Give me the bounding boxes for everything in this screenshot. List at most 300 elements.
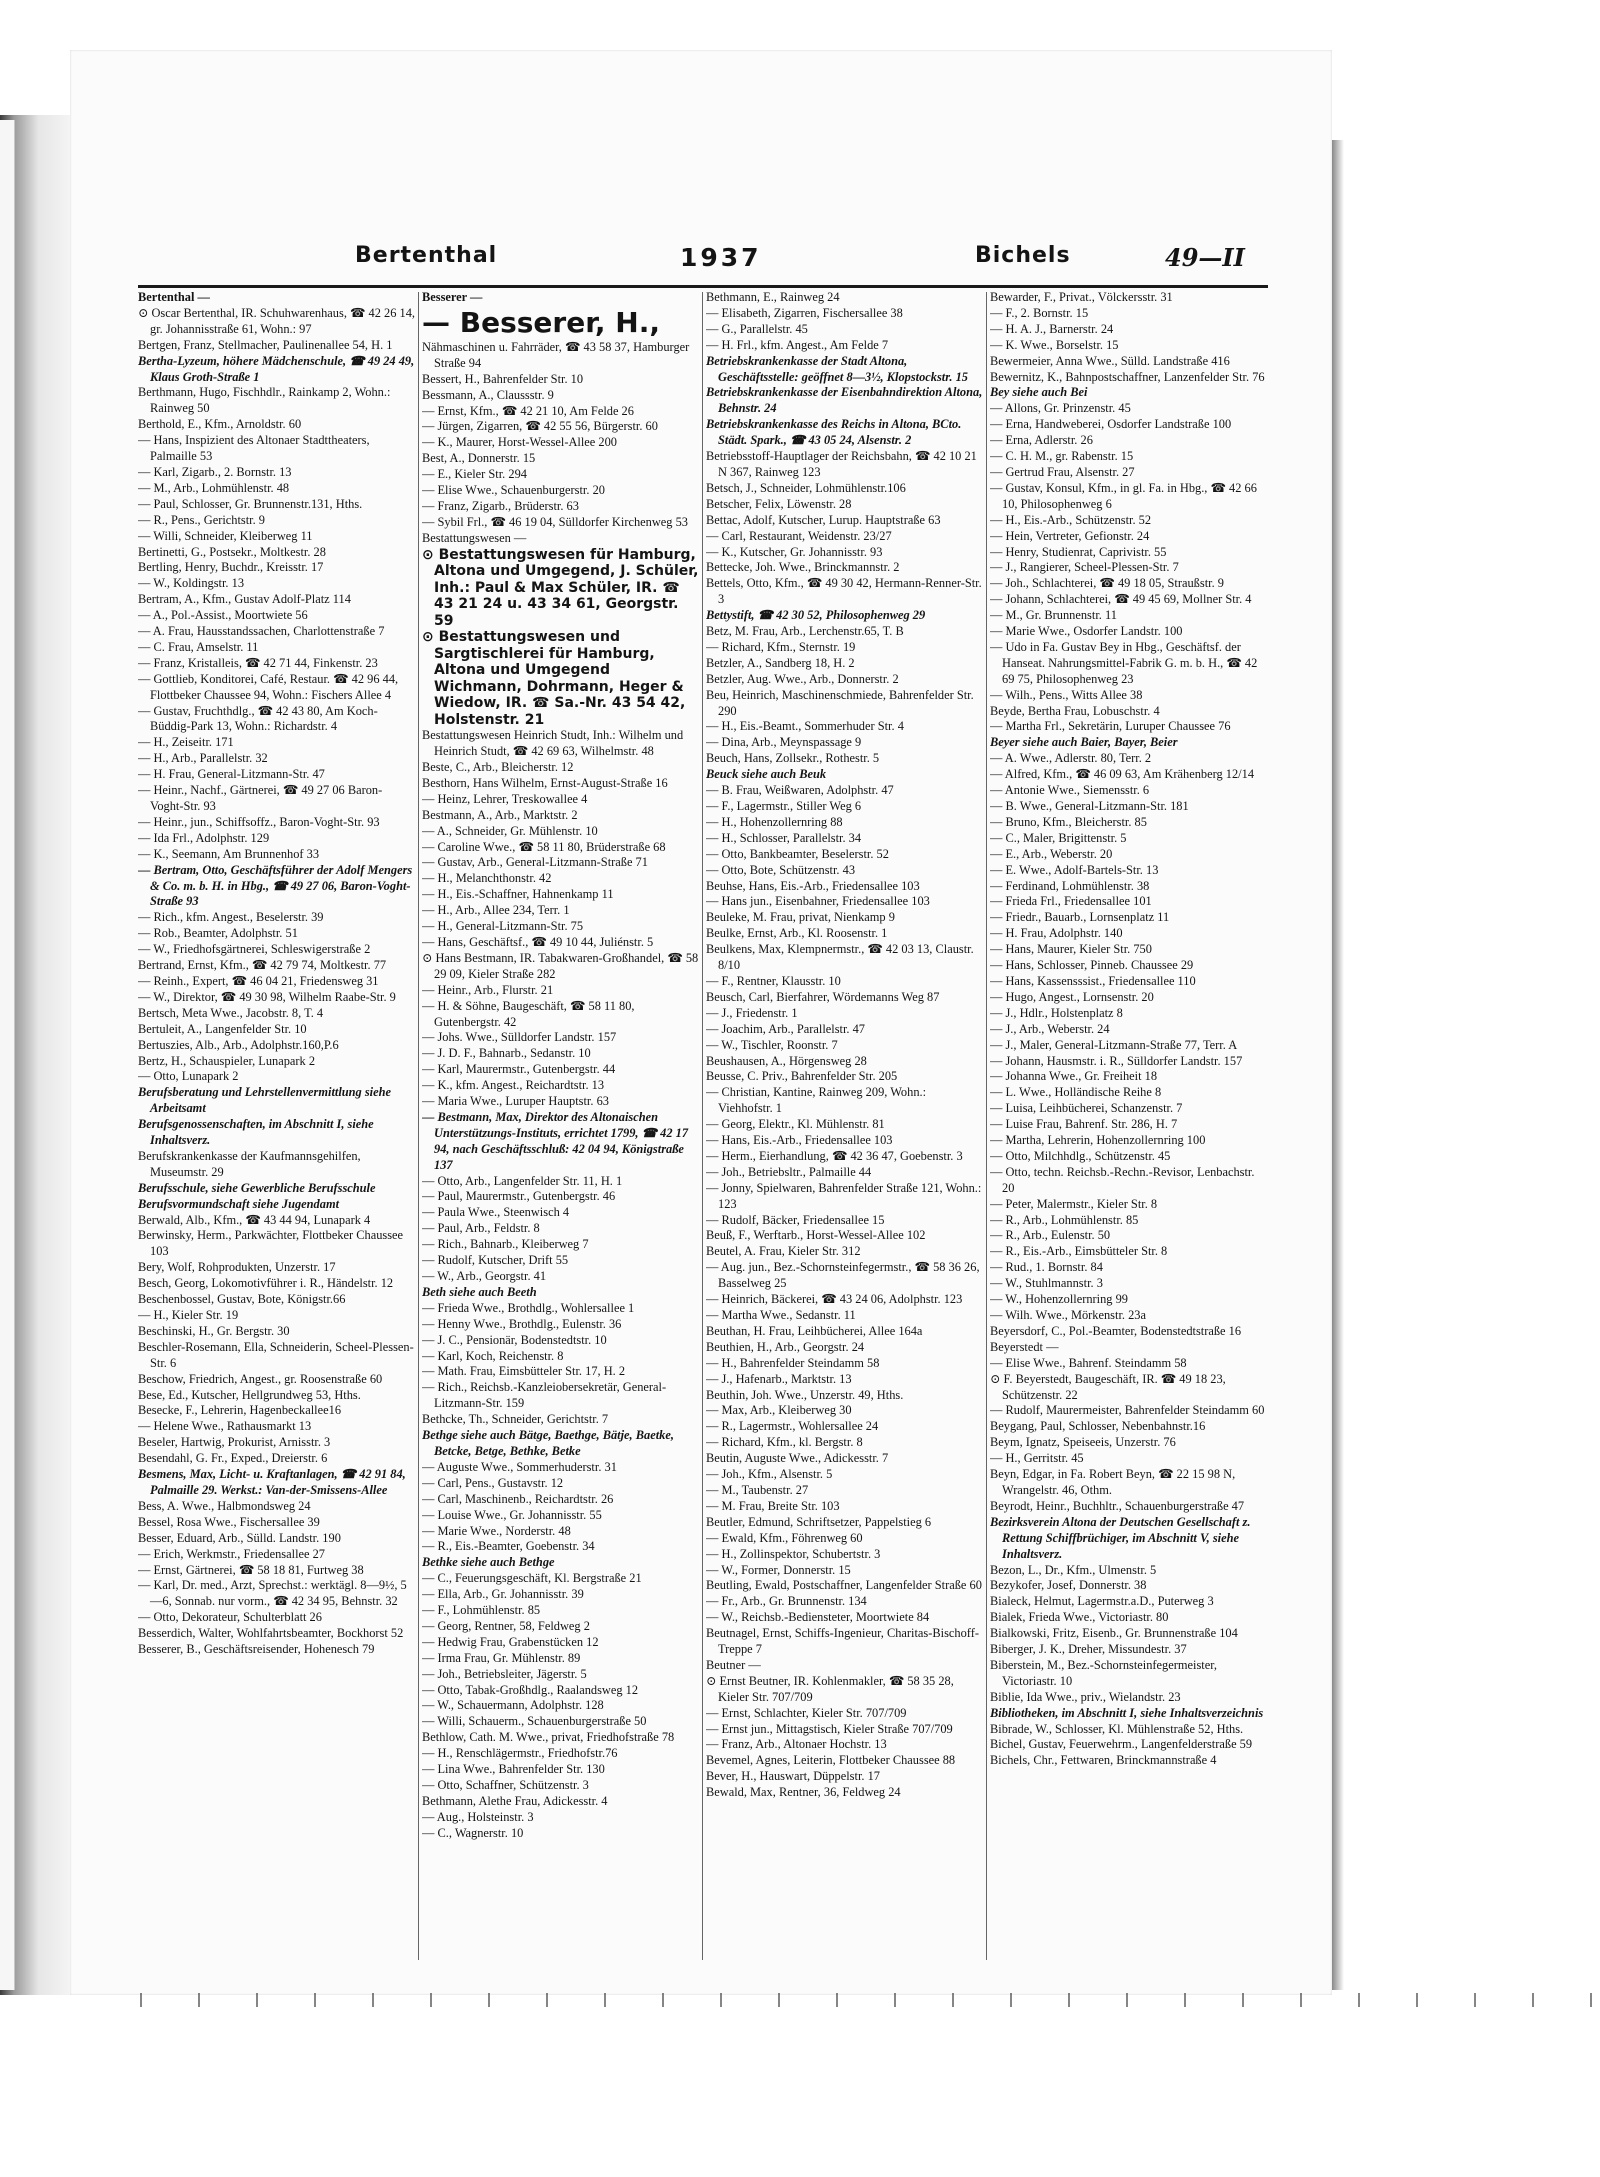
- directory-entry: Beuthien, H., Arb., Georgstr. 24: [706, 1339, 865, 1354]
- directory-entry: Bertenthal —: [138, 290, 210, 304]
- directory-entry: — Herm., Eierhandlung, ☎ 42 36 47, Goebenstr. 3: [706, 1148, 963, 1163]
- directory-entry: — K. Wwe., Borselstr. 15: [990, 337, 1119, 352]
- directory-entry: Bezykofer, Josef, Donnerstr. 38: [990, 1578, 1147, 1593]
- directory-entry: — Gustav, Arb., General-Litzmann-Straße 71: [422, 855, 648, 870]
- directory-entry: — M., Arb., Lohmühlenstr. 48: [138, 480, 290, 495]
- directory-entry: — Otto, Bankbeamter, Beselerstr. 52: [706, 846, 889, 861]
- directory-entry: Berthmann, Hugo, Fischhdlr., Rainkamp 2, Wohn.: Rainweg 50: [138, 385, 391, 416]
- directory-entry: Beyn, Edgar, in Fa. Robert Beyn, ☎ 22 15 98 N, Wrangelstr. 46, Othm.: [990, 1467, 1236, 1497]
- directory-entry: — A. Frau, Hausstandssachen, Charlottenstraße 7: [138, 624, 385, 639]
- directory-entry: — H., Eis.-Beamt., Sommerhuder Str. 4: [706, 719, 904, 734]
- directory-entry: Beuck siehe auch Beuk: [706, 767, 827, 782]
- directory-entry: — Paul, Maurermstr., Gutenbergstr. 46: [422, 1189, 616, 1204]
- directory-entry: — Georg, Elektr., Kl. Mühlenstr. 81: [706, 1117, 885, 1132]
- directory-entry: — J., Hdlr., Holstenplatz 8: [990, 1005, 1123, 1020]
- directory-entry: — H., Bahrenfelder Steindamm 58: [706, 1355, 880, 1370]
- directory-entry: Beyde, Bertha Frau, Lobuschstr. 4: [990, 703, 1160, 718]
- directory-entry: Besserer, B., Geschäftsreisender, Hohenesch 79: [138, 1642, 375, 1657]
- directory-entry: Betzler, A., Sandberg 18, H. 2: [706, 655, 855, 670]
- directory-entry: — Aug., Holsteinstr. 3: [422, 1809, 534, 1824]
- directory-entry: — H., General-Litzmann-Str. 75: [422, 919, 584, 934]
- directory-entry: — Rich., kfm. Angest., Beselerstr. 39: [138, 910, 324, 925]
- directory-entry: Bestmann, A., Arb., Marktstr. 2: [422, 807, 578, 822]
- directory-entry: — H., Melanchthonstr. 42: [422, 871, 552, 886]
- directory-entry: — Otto, techn. Reichsb.-Rechn.-Revisor, Lenbachstr. 20: [990, 1164, 1255, 1195]
- directory-entry: Berufskrankenkasse der Kaufmannsgehilfen, Museumstr. 29: [138, 1148, 361, 1179]
- directory-entry: — H. A. J., Barnerstr. 24: [990, 321, 1114, 336]
- directory-entry: Beushausen, A., Hörgensweg 28: [706, 1053, 867, 1068]
- directory-entry: — A., Schneider, Gr. Mühlenstr. 10: [422, 823, 598, 838]
- directory-entry: — Otto, Tabak-Großhdlg., Raalandsweg 12: [422, 1682, 639, 1697]
- directory-entry: Bertsch, Meta Wwe., Jacobstr. 8, T. 4: [138, 1005, 324, 1020]
- directory-entry: — W., Schauermann, Adolphstr. 128: [422, 1698, 604, 1713]
- directory-entry: — Rudolf, Bäcker, Friedensallee 15: [706, 1212, 885, 1227]
- directory-entry: — Lina Wwe., Bahrenfelder Str. 130: [422, 1762, 605, 1777]
- directory-entry: Beyrodt, Heinr., Buchhltr., Schauenburgerstraße 47: [990, 1498, 1245, 1513]
- directory-entry: Beuthan, H. Frau, Leihbücherei, Allee 164a: [706, 1323, 923, 1338]
- scan-background-top: [0, 0, 1600, 50]
- directory-entry: — Franz, Zigarb., Brüderstr. 63: [422, 498, 579, 513]
- directory-entry: Besmens, Max, Licht- u. Kraftanlagen, ☎ 42 91 84, Palmaille 29. Werkst.: Van-der-Smissens-Allee: [138, 1467, 406, 1497]
- directory-entry: Berufsschule, siehe Gewerbliche Berufsschule: [138, 1180, 376, 1195]
- directory-entry: Beulke, Ernst, Arb., Kl. Roosenstr. 1: [706, 926, 888, 941]
- directory-entry: — Udo in Fa. Gustav Bey in Hbg., Geschäftsf. der Hanseat. Nahrungsmittel-Fabrik G. m. b. H., ☎ 42 69 75, Philosophenweg 23: [990, 639, 1258, 686]
- directory-entry: Bertuleit, A., Langenfelder Str. 10: [138, 1021, 307, 1036]
- directory-entry: Berwald, Alb., Kfm., ☎ 43 44 94, Lunapark 4: [138, 1212, 371, 1227]
- directory-entry: Besthorn, Hans Wilhelm, Ernst-August-Straße 16: [422, 775, 668, 790]
- directory-entry: Betriebskrankenkasse der Stadt Altona, Geschäftsstelle: geöffnet 8—3½, Klopstockstr. 15: [706, 353, 968, 384]
- directory-entry: — F., Lagermstr., Stiller Weg 6: [706, 799, 862, 813]
- directory-entry: — Hans jun., Eisenbahner, Friedensallee 103: [706, 894, 930, 909]
- directory-entry: — W., Reichsb.-Bediensteter, Moortwiete 84: [706, 1610, 930, 1625]
- directory-entry: — Gottlieb, Konditorei, Café, Restaur. ☎ 42 96 44, Flottbeker Chaussee 94, Wohn.: Fischers Allee 4: [138, 671, 399, 702]
- directory-entry: Bettystift, ☎ 42 30 52, Philosophenweg 29: [706, 608, 926, 623]
- directory-entry: — Ella, Arb., Gr. Johannisstr. 39: [422, 1587, 584, 1602]
- directory-entry: — R., Eis.-Arb., Eimsbütteler Str. 8: [990, 1244, 1168, 1259]
- directory-entry: — Heinrich, Bäckerei, ☎ 43 24 06, Adolphstr. 123: [706, 1292, 963, 1307]
- directory-entry: — B. Wwe., General-Litzmann-Str. 181: [990, 799, 1189, 813]
- directory-entry: — Elise Wwe., Schauenburgerstr. 20: [422, 483, 605, 498]
- directory-entry: — Dina, Arb., Meynspassage 9: [706, 735, 862, 750]
- directory-entry: — K., Seemann, Am Brunnenhof 33: [138, 846, 320, 861]
- directory-entry: Beutel, A. Frau, Kieler Str. 312: [706, 1244, 861, 1259]
- directory-entry: Betsch, J., Schneider, Lohmühlenstr.106: [706, 480, 906, 495]
- directory-entry: — Joh., Betriebsleiter, Jägerstr. 5: [422, 1666, 587, 1681]
- directory-entry: Bertinetti, G., Postsekr., Moltkestr. 28: [138, 544, 326, 559]
- directory-entry: Beuß, F., Werftarb., Horst-Wessel-Allee 102: [706, 1228, 926, 1243]
- directory-entry: — Peter, Malermstr., Kieler Str. 8: [990, 1196, 1158, 1211]
- directory-entry: — Bruno, Kfm., Bleicherstr. 85: [990, 814, 1147, 829]
- directory-entry: Biberstein, M., Bez.-Schornsteinfegermeister, Victoriastr. 10: [990, 1657, 1217, 1688]
- directory-entry: — H., Schlosser, Parallelstr. 34: [706, 830, 862, 845]
- directory-entry: Besserer —: [422, 290, 483, 304]
- directory-entry: Berufsvormundschaft siehe Jugendamt: [138, 1196, 340, 1211]
- directory-entry: — H., Kieler Str. 19: [138, 1308, 239, 1322]
- directory-entry: — R., Arb., Lohmühlenstr. 85: [990, 1212, 1139, 1227]
- directory-entry: Bessel, Rosa Wwe., Fischersallee 39: [138, 1514, 320, 1529]
- directory-entry: ⊙ Bestattungswesen für Hamburg, Altona und Umgegend, J. Schüler, Inh.: Paul & Max Schüler, IR. ☎ 43 21 24 u. 43 34 61, Georgstr. 59: [422, 546, 699, 629]
- directory-entry: — Willi, Schneider, Kleiberweg 11: [138, 528, 313, 543]
- column-divider: [418, 292, 419, 1960]
- directory-entry: — Jürgen, Zigarren, ☎ 42 55 56, Bürgerstr. 60: [422, 419, 658, 434]
- directory-entry: Bethcke, Th., Schneider, Gerichtstr. 7: [422, 1412, 609, 1427]
- directory-entry: Bialeck, Helmut, Lagermstr.a.D., Puterweg 3: [990, 1594, 1214, 1609]
- directory-entry: — Ewald, Kfm., Föhrenweg 60: [706, 1530, 863, 1545]
- directory-entry: — Gustav, Fruchthdlg., ☎ 42 43 80, Am Koch-Büddig-Park 13, Wohn.: Richardstr. 4: [138, 703, 378, 734]
- directory-entry: — Martha, Lehrerin, Hohenzollernring 100: [990, 1133, 1206, 1148]
- directory-entry: Bichels, Chr., Fettwaren, Brinckmannstraße 4: [990, 1753, 1217, 1768]
- directory-entry: — H., Zeiseitr. 171: [138, 735, 234, 750]
- directory-entry: — Caroline Wwe., ☎ 58 11 80, Brüderstraße 68: [422, 839, 666, 854]
- directory-entry: — Besserer, H.,: [422, 305, 660, 339]
- directory-entry: Beth siehe auch Beeth: [422, 1284, 537, 1299]
- directory-entry: — Elise Wwe., Bahrenf. Steindamm 58: [990, 1355, 1187, 1370]
- directory-entry: Betriebsstoff-Hauptlager der Reichsbahn, ☎ 42 10 21 N 367, Rainweg 123: [706, 449, 977, 479]
- directory-entry: — Paula Wwe., Steenwisch 4: [422, 1205, 570, 1220]
- directory-entry: — Erna, Handweberei, Osdorfer Landstraße 100: [990, 417, 1232, 432]
- directory-entry: Bery, Wolf, Rohprodukten, Unzerstr. 17: [138, 1260, 336, 1275]
- directory-entry: — Richard, Kfm., kl. Bergstr. 8: [706, 1435, 863, 1450]
- directory-entry: — Hein, Vertreter, Gefionstr. 24: [990, 528, 1150, 543]
- directory-entry: — Ernst, Schlachter, Kieler Str. 707/709: [706, 1705, 907, 1720]
- directory-entry: Bibliotheken, im Abschnitt I, siehe Inhaltsverzeichnis: [990, 1705, 1264, 1720]
- directory-entry: — Otto, Dekorateur, Schulterblatt 26: [138, 1610, 322, 1625]
- directory-entry: Beutner —: [706, 1657, 761, 1672]
- directory-entry: — Max, Arb., Kleiberweg 30: [706, 1403, 852, 1418]
- directory-entry: Beschow, Friedrich, Angest., gr. Roosenstraße 60: [138, 1371, 383, 1386]
- directory-entry: — Aug. jun., Bez.-Schornsteinfegermstr., ☎ 58 36 26, Basselweg 25: [706, 1260, 980, 1291]
- column-divider: [986, 292, 987, 1960]
- directory-entry: Bezon, L., Dr., Kfm., Ulmenstr. 5: [990, 1562, 1157, 1577]
- directory-entry: Beseler, Hartwig, Prokurist, Arnisstr. 3: [138, 1435, 331, 1450]
- directory-entry: — A., Pol.-Assist., Moortwiete 56: [138, 608, 308, 623]
- directory-entry: — Paul, Schlosser, Gr. Brunnenstr.131, Hths.: [138, 496, 363, 511]
- directory-entry: — H. Frl., kfm. Angest., Am Felde 7: [706, 337, 889, 352]
- directory-entry: Bewermeier, Anna Wwe., Sülld. Landstraße 416: [990, 353, 1230, 368]
- directory-entry: Bethmann, E., Rainweg 24: [706, 290, 840, 304]
- directory-entry: — Hugo, Angest., Lornsenstr. 20: [990, 989, 1154, 1004]
- directory-entry: — Rud., 1. Bornstr. 84: [990, 1260, 1103, 1275]
- directory-entry: Beste, C., Arb., Bleicherstr. 12: [422, 760, 574, 774]
- directory-entry: — Frieda Frl., Friedensallee 101: [990, 894, 1152, 909]
- directory-entry: Bessert, H., Bahrenfelder Str. 10: [422, 371, 584, 386]
- directory-entry: Bethmann, Alethe Frau, Adickesstr. 4: [422, 1793, 608, 1808]
- directory-entry: Beu, Heinrich, Maschinenschmiede, Bahrenfelder Str. 290: [706, 687, 974, 718]
- directory-entry: — Luise Frau, Bahrenf. Str. 286, H. 7: [990, 1117, 1178, 1132]
- directory-entry: Berufsberatung und Lehrstellenvermittlung siehe Arbeitsamt: [138, 1085, 392, 1116]
- directory-entry: — Otto, Schaffner, Schützenstr. 3: [422, 1778, 589, 1792]
- directory-entry: — W., Arb., Georgstr. 41: [422, 1269, 547, 1283]
- directory-entry: — Rob., Beamter, Adolphstr. 51: [138, 926, 298, 941]
- directory-entry: — Willi, Schauerm., Schauenburgerstraße 50: [422, 1714, 647, 1729]
- directory-entry: — Carl, Pens., Gustavstr. 12: [422, 1475, 564, 1490]
- directory-entry: Bestattungswesen Heinrich Studt, Inh.: Wilhelm und Heinrich Studt, ☎ 42 69 63, Wilhelmstr. 48: [422, 728, 684, 759]
- directory-entry: — Gertrud Frau, Alsenstr. 27: [990, 464, 1135, 479]
- directory-entry: Bey siehe auch Bei: [990, 385, 1088, 400]
- directory-entry: — Rudolf, Kutscher, Drift 55: [422, 1253, 569, 1268]
- directory-entry: — J., Rangierer, Scheel-Plessen-Str. 7: [990, 560, 1179, 575]
- directory-entry: — Wilh., Pens., Witts Allee 38: [990, 687, 1143, 702]
- directory-entry: — Jonny, Spielwaren, Bahrenfelder Straße 121, Wohn.: 123: [706, 1180, 982, 1211]
- directory-entry: — H. Frau, General-Litzmann-Str. 47: [138, 767, 325, 782]
- directory-entry: Besendahl, G. Fr., Exped., Dreierstr. 6: [138, 1451, 328, 1466]
- directory-entry: — Hans, Geschäftsf., ☎ 49 10 44, Juliénstr. 5: [422, 934, 654, 949]
- directory-entry: — Bestmann, Max, Direktor des Altonaischen Unterstützungs-Instituts, errichtet 1799, ☎ 42 17 94, nach Geschäftsschluß: 42 04 94, Königstraße 137: [422, 1109, 689, 1172]
- directory-entry: — H., Zollinspektor, Schubertstr. 3: [706, 1546, 881, 1561]
- directory-entry: — Frieda Wwe., Brothdlg., Wohlersallee 1: [422, 1300, 635, 1315]
- directory-entry: — Math. Frau, Eimsbütteler Str. 17, H. 2: [422, 1364, 626, 1379]
- directory-entry: — Heinr., jun., Schiffsoffz., Baron-Voght-Str. 93: [138, 814, 380, 829]
- directory-entry: — Joh., Schlachterei, ☎ 49 18 05, Straußstr. 9: [990, 576, 1224, 591]
- directory-entry: — W., Friedhofsgärtnerei, Schleswigerstraße 2: [138, 942, 371, 957]
- scan-background-bottom: [0, 2007, 1600, 2177]
- directory-entry: ⊙ Hans Bestmann, IR. Tabakwaren-Großhandel, ☎ 58 29 09, Kieler Straße 282: [422, 950, 699, 981]
- directory-entry: — Karl, Koch, Reichenstr. 8: [422, 1348, 564, 1363]
- directory-entry: — J., Maler, General-Litzmann-Straße 77, Terr. A: [990, 1037, 1238, 1052]
- directory-entry: — Auguste Wwe., Sommerhuderstr. 31: [422, 1459, 617, 1474]
- directory-entry: ⊙ F. Beyerstedt, Baugeschäft, IR. ☎ 49 18 23, Schützenstr. 22: [990, 1371, 1226, 1402]
- directory-entry: — M. Frau, Breite Str. 103: [706, 1498, 840, 1513]
- directory-entry: — W., Tischler, Roonstr. 7: [706, 1037, 838, 1052]
- directory-entry: Bezirksverein Altona der Deutschen Gesellschaft z. Rettung Schiffbrüchiger, im Abschnitt V, siehe Inhaltsverz.: [990, 1514, 1251, 1561]
- directory-entry: — Heinz, Lehrer, Treskowallee 4: [422, 791, 588, 806]
- directory-entry: — H. & Söhne, Baugeschäft, ☎ 58 11 80, Gutenbergstr. 42: [422, 998, 635, 1029]
- directory-entry: — Johs. Wwe., Sülldorfer Landstr. 157: [422, 1030, 617, 1045]
- directory-entry: Beutin, Auguste Wwe., Adickesstr. 7: [706, 1451, 889, 1466]
- directory-entry: Berufsgenossenschaften, im Abschnitt I, siehe Inhaltsverz.: [138, 1117, 374, 1148]
- directory-entry: — Georg, Rentner, 58, Feldweg 2: [422, 1618, 590, 1633]
- directory-entry: Best, A., Donnerstr. 15: [422, 451, 536, 466]
- directory-entry: — Erich, Werkmstr., Friedensallee 27: [138, 1546, 325, 1561]
- directory-entry: Bertz, H., Schauspieler, Lunapark 2: [138, 1053, 316, 1068]
- directory-entry: — C., Feuerungsgeschäft, Kl. Bergstraße 21: [422, 1571, 642, 1586]
- column-divider: [702, 292, 703, 1960]
- directory-entry: — Antonie Wwe., Siemensstr. 6: [990, 783, 1150, 798]
- directory-entry: Bewarder, F., Privat., Völckersstr. 31: [990, 290, 1173, 304]
- directory-entry: Bichel, Gustav, Feuerwehrm., Langenfelderstraße 59: [990, 1737, 1253, 1752]
- directory-entry: Nähmaschinen u. Fahrräder, ☎ 43 58 37, Hamburger Straße 94: [422, 339, 690, 370]
- directory-entry: Bewald, Max, Rentner, 36, Feldweg 24: [706, 1785, 901, 1800]
- previous-page-edge: [0, 120, 15, 1990]
- directory-entry: — Hans, Kassensssist., Friedensallee 110: [990, 973, 1196, 988]
- directory-entry: Betscher, Felix, Löwenstr. 28: [706, 496, 852, 511]
- directory-entry: — J., Friedenstr. 1: [706, 1005, 798, 1020]
- directory-entry: — Joachim, Arb., Parallelstr. 47: [706, 1021, 865, 1036]
- directory-entry: — G., Parallelstr. 45: [706, 321, 808, 336]
- directory-entry: — Richard, Kfm., Sternstr. 19: [706, 639, 856, 654]
- directory-entry: — B. Frau, Weißwaren, Adolphstr. 47: [706, 783, 894, 798]
- directory-entry: Bibrade, W., Schlosser, Kl. Mühlenstraße 52, Hths.: [990, 1721, 1244, 1736]
- header-rule: [138, 285, 1268, 288]
- directory-entry: — Hans, Schlosser, Pinneb. Chaussee 29: [990, 958, 1194, 973]
- directory-entry: — E., Arb., Weberstr. 20: [990, 846, 1113, 861]
- directory-entry: — Elisabeth, Zigarren, Fischersallee 38: [706, 305, 903, 320]
- directory-entry: — Heinr., Arb., Flurstr. 21: [422, 982, 554, 997]
- directory-entry: — M., Taubenstr. 27: [706, 1482, 809, 1497]
- directory-entry: — Wilh. Wwe., Mörkenstr. 23a: [990, 1308, 1146, 1322]
- directory-entry: Bialek, Frieda Wwe., Victoriastr. 80: [990, 1610, 1169, 1625]
- directory-entry: — C., Maler, Brigittenstr. 5: [990, 830, 1127, 845]
- directory-entry: — Otto, Milchhdlg., Schützenstr. 45: [990, 1148, 1171, 1163]
- running-head-first-entry: Bertenthal: [355, 243, 498, 268]
- directory-entry: Betriebskrankenkasse der Eisenbahndirektion Altona, Behnstr. 24: [706, 385, 983, 416]
- column-2: [422, 290, 699, 1965]
- directory-entry: — F., 2. Bornstr. 15: [990, 305, 1089, 320]
- directory-entry: Bertuszies, Alb., Arb., Adolphstr.160,P.6: [138, 1037, 339, 1052]
- directory-entry: — Maria Wwe., Luruper Hauptstr. 63: [422, 1094, 609, 1109]
- directory-entry: Beuhse, Hans, Eis.-Arb., Friedensallee 103: [706, 878, 920, 893]
- directory-entry: — H., Arb., Parallelstr. 32: [138, 751, 268, 766]
- directory-entry: ⊙ Oscar Bertenthal, IR. Schuhwarenhaus, ☎ 42 26 14, gr. Johannisstraße 61, Wohn.: 97: [138, 305, 415, 336]
- directory-entry: — E., Kieler Str. 294: [422, 467, 527, 482]
- directory-entry: — Martha Wwe., Sedanstr. 11: [706, 1308, 856, 1322]
- directory-entry: Bettels, Otto, Kfm., ☎ 49 30 42, Hermann-Renner-Str. 3: [706, 576, 982, 607]
- directory-entry: — Ernst, Gärtnerei, ☎ 58 18 81, Furtweg 38: [138, 1562, 364, 1577]
- directory-entry: Bethlow, Cath. M. Wwe., privat, Friedhofstraße 78: [422, 1730, 675, 1745]
- directory-entry: Berthold, E., Kfm., Arnoldstr. 60: [138, 417, 302, 432]
- page-edge-shadow: [1332, 140, 1344, 1990]
- directory-entry: — Luisa, Leihbücherei, Schanzenstr. 7: [990, 1101, 1183, 1116]
- directory-entry: — Gustav, Konsul, Kfm., in gl. Fa. in Hbg., ☎ 42 66 10, Philosophenweg 6: [990, 480, 1257, 511]
- directory-entry: — C. Frau, Amselstr. 11: [138, 639, 259, 654]
- column-4: [990, 290, 1267, 1965]
- directory-entry: — Fr., Arb., Gr. Brunnenstr. 134: [706, 1594, 867, 1609]
- directory-entry: — Franz, Kristalleis, ☎ 42 71 44, Finkenstr. 23: [138, 655, 378, 670]
- directory-entry: Beyersdorf, C., Pol.-Beamter, Bodenstedtstraße 16: [990, 1323, 1242, 1338]
- directory-entry: — Reinh., Expert, ☎ 46 04 21, Friedensweg 31: [138, 973, 379, 988]
- directory-entry: Besch, Georg, Lokomotivführer i. R., Händelstr. 12: [138, 1276, 394, 1291]
- directory-entry: Biberger, J. K., Dreher, Missundestr. 37: [990, 1642, 1187, 1657]
- directory-entry: — J., Hafenarb., Marktstr. 13: [706, 1371, 852, 1386]
- directory-entry: — C. H. M., gr. Rabenstr. 15: [990, 449, 1134, 464]
- running-head-last-entry: Bichels: [975, 243, 1071, 268]
- directory-entry: — Otto, Arb., Langenfelder Str. 11, H. 1: [422, 1173, 623, 1188]
- directory-entry: Beutling, Ewald, Postschaffner, Langenfelder Straße 60: [706, 1578, 982, 1593]
- directory-entry: Beusch, Carl, Bierfahrer, Wördemanns Weg 87: [706, 989, 940, 1004]
- directory-entry: Bessmann, A., Claussstr. 9: [422, 387, 554, 402]
- directory-entry: — Otto, Lunapark 2: [138, 1069, 239, 1084]
- directory-entry: — Friedr., Bauarb., Lornsenplatz 11: [990, 910, 1170, 925]
- directory-entry: Besecke, F., Lehrerin, Hagenbeckallee16: [138, 1403, 342, 1418]
- directory-entry: — M., Gr. Brunnenstr. 11: [990, 608, 1117, 623]
- directory-entry: — Karl, Dr. med., Arzt, Sprechst.: werktägl. 8—9½, 5—6, Sonnab. nur vorm., ☎ 42 34 95, Behnstr. 32: [138, 1578, 407, 1609]
- directory-entry: — Bertram, Otto, Geschäftsführer der Adolf Mengers & Co. m. b. H. in Hbg., ☎ 49 27 06, Baron-Voght-Straße 93: [138, 862, 413, 909]
- directory-entry: — Helene Wwe., Rathausmarkt 13: [138, 1419, 312, 1434]
- column-3: [706, 290, 983, 1965]
- directory-entry: Bertling, Henry, Buchdr., Kreisstr. 17: [138, 560, 324, 575]
- directory-entry: — Johann, Schlachterei, ☎ 49 45 69, Mollner Str. 4: [990, 592, 1252, 607]
- directory-entry: — W., Koldingstr. 13: [138, 576, 245, 591]
- directory-entry: Beusse, C. Priv., Bahrenfelder Str. 205: [706, 1069, 898, 1084]
- directory-entry: Bettecke, Joh. Wwe., Brinckmannstr. 2: [706, 560, 900, 575]
- directory-entry: Berwinsky, Herm., Parkwächter, Flottbeker Chaussee 103: [138, 1228, 404, 1259]
- directory-entry: Bethke siehe auch Bethge: [422, 1555, 555, 1570]
- directory-entry: Bese, Ed., Kutscher, Hellgrundweg 53, Hths.: [138, 1387, 361, 1402]
- directory-entry: — Heinr., Nachf., Gärtnerei, ☎ 49 27 06 Baron-Voght-Str. 93: [138, 783, 383, 813]
- directory-entry: — Karl, Zigarb., 2. Bornstr. 13: [138, 464, 292, 479]
- running-head-year: 1937: [680, 243, 762, 272]
- directory-entry: Beutler, Edmund, Schriftsetzer, Pappelstieg 6: [706, 1514, 932, 1529]
- scan-ruler: [140, 1993, 1600, 2007]
- directory-entry: — H. Frau, Adolphstr. 140: [990, 926, 1123, 941]
- directory-entry: — W., Direktor, ☎ 49 30 98, Wilhelm Raabe-Str. 9: [138, 989, 396, 1004]
- directory-entry: — E. Wwe., Adolf-Bartels-Str. 13: [990, 862, 1159, 877]
- directory-entry: — Johanna Wwe., Gr. Freiheit 18: [990, 1069, 1158, 1084]
- directory-entry: Bewernitz, K., Bahnpostschaffner, Lanzenfelder Str. 76: [990, 369, 1265, 384]
- directory-entry: — Henry, Studienrat, Caprivistr. 55: [990, 544, 1167, 559]
- directory-entry: — Otto, Bote, Schützenstr. 43: [706, 862, 856, 877]
- directory-entry: Besser, Eduard, Arb., Sülld. Landstr. 190: [138, 1530, 341, 1545]
- directory-entry: Beuch, Hans, Zollsekr., Rothestr. 5: [706, 751, 880, 766]
- directory-entry: Bestattungswesen —: [422, 530, 527, 545]
- directory-entry: Betz, M. Frau, Arb., Lerchenstr.65, T. B: [706, 624, 904, 639]
- directory-entry: Bess, A. Wwe., Halbmondsweg 24: [138, 1498, 311, 1513]
- directory-entry: — Rudolf, Maurermeister, Bahrenfelder Steindamm 60: [990, 1403, 1265, 1418]
- directory-entry: — Ida Frl., Adolphstr. 129: [138, 830, 270, 845]
- directory-entry: — C., Wagnerstr. 10: [422, 1825, 524, 1840]
- directory-entry: — Rich., Reichsb.-Kanzleiobersekretär, General-Litzmann-Str. 159: [422, 1380, 667, 1411]
- directory-entry: Beuthin, Joh. Wwe., Unzerstr. 49, Hths.: [706, 1387, 904, 1402]
- directory-entry: Bertram, A., Kfm., Gustav Adolf-Platz 114: [138, 592, 351, 607]
- directory-entry: — Hans, Eis.-Arb., Friedensallee 103: [706, 1133, 893, 1148]
- directory-entry: — Carl, Restaurant, Weidenstr. 23/27: [706, 528, 892, 543]
- directory-entry: — W., Former, Donnerstr. 15: [706, 1562, 851, 1577]
- directory-entry: — Marie Wwe., Osdorfer Landstr. 100: [990, 624, 1183, 639]
- directory-entry: — F., Rentner, Klausstr. 10: [706, 973, 841, 988]
- directory-entry: Bever, H., Hauswart, Düppelstr. 17: [706, 1769, 880, 1784]
- directory-entry: — H., Eis.-Arb., Schützenstr. 52: [990, 512, 1152, 527]
- directory-entry: Beygang, Paul, Schlosser, Nebenbahnstr.16: [990, 1419, 1206, 1434]
- directory-entry: Bettac, Adolf, Kutscher, Lurup. Hauptstraße 63: [706, 512, 941, 527]
- directory-entry: — Ferdinand, Lohmühlenstr. 38: [990, 878, 1150, 893]
- directory-entry: Beutnagel, Ernst, Schiffs-Ingenieur, Charitas-Bischoff-Treppe 7: [706, 1626, 979, 1657]
- column-1: [138, 290, 415, 1965]
- directory-entry: Bertrand, Ernst, Kfm., ☎ 42 79 74, Moltkestr. 77: [138, 958, 387, 973]
- directory-entry: — Irma Frau, Gr. Mühlenstr. 89: [422, 1650, 581, 1665]
- directory-entry: — Sybil Frl., ☎ 46 19 04, Sülldorfer Kirchenweg 53: [422, 514, 688, 529]
- directory-entry: Beschler-Rosemann, Ella, Schneiderin, Scheel-Plessen-Str. 6: [138, 1339, 414, 1370]
- directory-entry: — Joh., Kfm., Alsenstr. 5: [706, 1467, 833, 1482]
- directory-entry: — A. Wwe., Adlerstr. 80, Terr. 2: [990, 751, 1152, 766]
- directory-entry: — W., Hohenzollernring 99: [990, 1292, 1128, 1307]
- directory-entry: — K., Maurer, Horst-Wessel-Allee 200: [422, 435, 617, 450]
- directory-entry: Beyer siehe auch Baier, Bayer, Beier: [990, 735, 1178, 750]
- directory-entry: Beulkens, Max, Klempnermstr., ☎ 42 03 13, Claustr. 8/10: [706, 942, 974, 973]
- directory-entry: — Allons, Gr. Prinzenstr. 45: [990, 401, 1131, 416]
- directory-entry: Bialkowski, Fritz, Eisenb., Gr. Brunnenstraße 104: [990, 1626, 1238, 1641]
- directory-entry: — Marie Wwe., Norderstr. 48: [422, 1523, 571, 1538]
- directory-entry: — L. Wwe., Holländische Reihe 8: [990, 1085, 1162, 1100]
- directory-entry: — K., Kutscher, Gr. Johannisstr. 93: [706, 544, 883, 559]
- directory-entry: — Ernst jun., Mittagstisch, Kieler Straße 707/709: [706, 1721, 953, 1736]
- directory-entry: — F., Lohmühlenstr. 85: [422, 1603, 541, 1618]
- directory-entry: Betriebskrankenkasse des Reichs in Altona, BCto. Städt. Spark., ☎ 43 05 24, Alsenstr. 2: [706, 417, 962, 448]
- directory-entry: Beyerstedt —: [990, 1339, 1059, 1354]
- directory-entry: — Hedwig Frau, Grabenstücken 12: [422, 1634, 599, 1649]
- directory-entry: — R., Arb., Eulenstr. 50: [990, 1228, 1111, 1243]
- directory-entry: — J., Arb., Weberstr. 24: [990, 1021, 1110, 1036]
- directory-entry: — R., Eis.-Beamter, Goebenstr. 34: [422, 1539, 595, 1554]
- directory-entry: Beschenbossel, Gustav, Bote, Königstr.66: [138, 1292, 346, 1307]
- directory-entry: — J. C., Pensionär, Bodenstedtstr. 10: [422, 1332, 607, 1347]
- directory-entry: — Louise Wwe., Gr. Johannisstr. 55: [422, 1507, 602, 1522]
- page-number: 49—II: [1165, 243, 1245, 272]
- directory-entry: Beym, Ignatz, Speiseeis, Unzerstr. 76: [990, 1435, 1176, 1450]
- directory-entry: — K., kfm. Angest., Reichardtstr. 13: [422, 1078, 605, 1093]
- directory-entry: — H., Hohenzollernring 88: [706, 814, 843, 829]
- directory-entry: Bertgen, Franz, Stellmacher, Paulinenallee 54, H. 1: [138, 337, 393, 352]
- directory-entry: — R., Pens., Gerichtstr. 9: [138, 512, 265, 527]
